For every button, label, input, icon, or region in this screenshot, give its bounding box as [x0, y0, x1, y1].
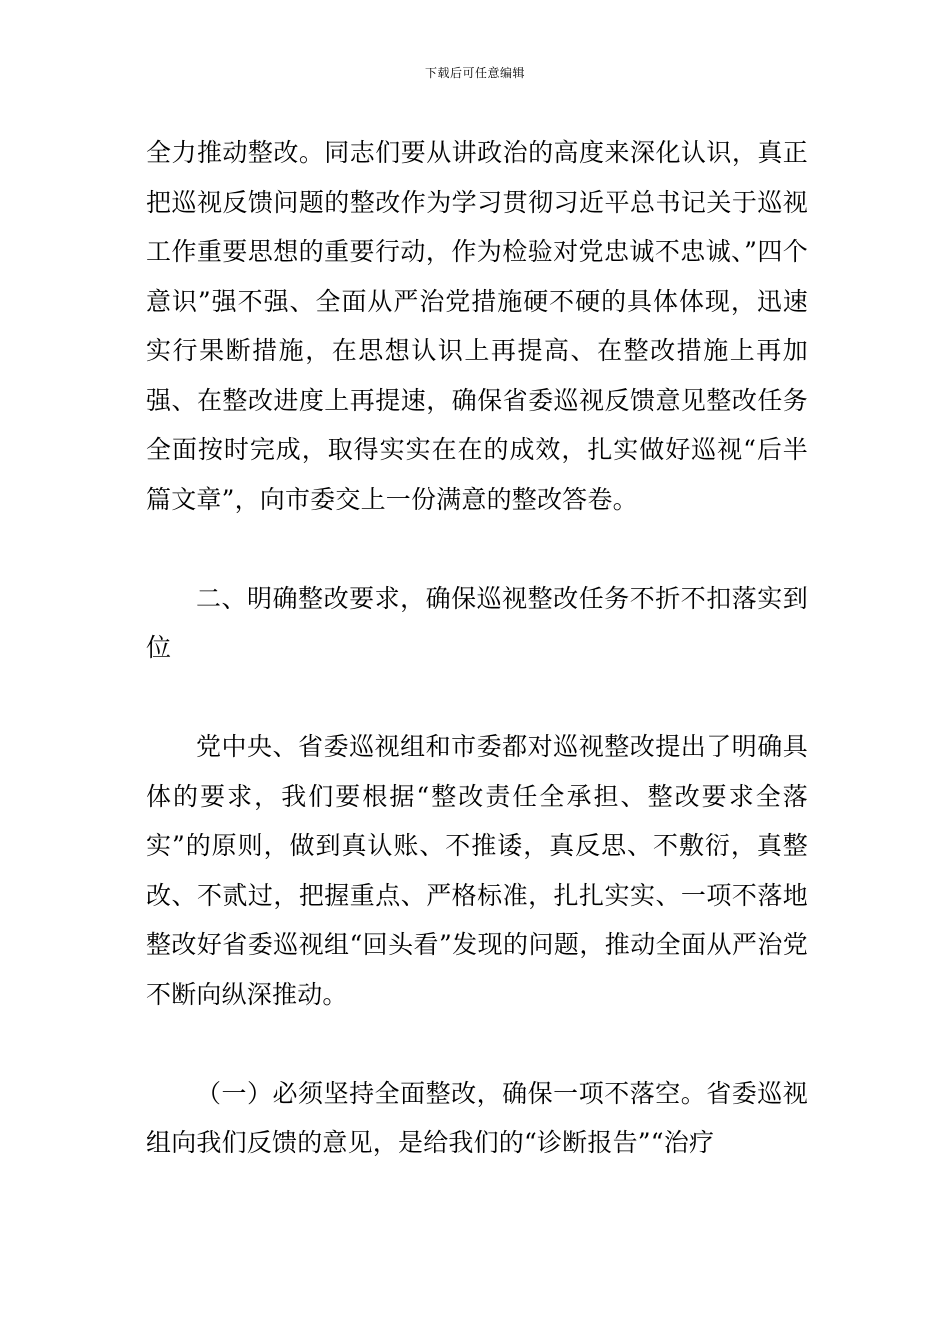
- paragraph-requirements: 党中央、省委巡视组和市委都对巡视整改提出了明确具体的要求，我们要根据“整改责任全承担、整改要求全落实”的原则，做到真认账、不推诿，真反思、不敷衍，真整改、不贰过，把握重点、严格标准，扎扎实实、一项不落地整改好省委巡视组“回头看”发现的问题，推动全面从严治党不断向纵深推动。: [146, 732, 808, 1009]
- page-header: 下载后可任意编辑: [424, 66, 525, 80]
- subsection-paragraph: （一）必须坚持全面整改，确保一项不落空。省委巡视组向我们反馈的意见，是给我们的“诊断报告”“治疗: [146, 1078, 808, 1157]
- document-body: [146, 128, 808, 1168]
- paragraph-continuation: 全力推动整改。同志们要从讲政治的高度来深化认识，真正把巡视反馈问题的整改作为学习贯彻习近平总书记关于巡视工作重要思想的重要行动，作为检验对党忠诚不忠诚、”四个意识”强不强、全面从严治党措施硬不硬的具体体现，迅速实行果断措施，在思想认识上再提高、在整改措施上再加强、在整改进度上再提速，确保省委巡视反馈意见整改任务全面按时完成，取得实实在在的成效，扎实做好巡视“后半篇文章”，向市委交上一份满意的整改答卷。: [146, 138, 808, 514]
- section-heading: 二、明确整改要求，确保巡视整改任务不折不扣落实到位: [146, 583, 808, 662]
